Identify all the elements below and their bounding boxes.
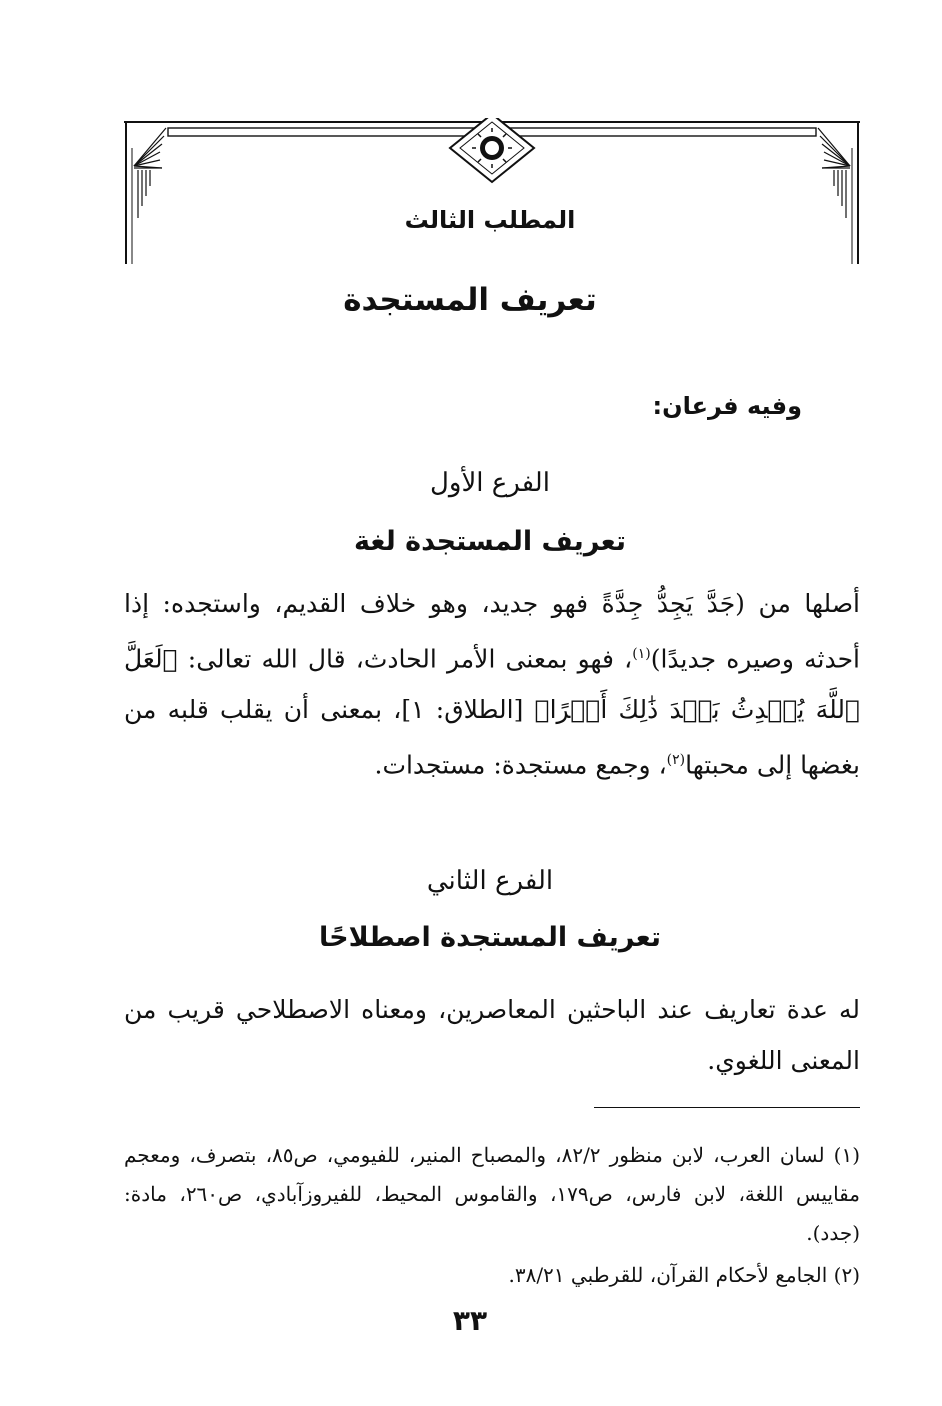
footnote-1: (١) لسان العرب، لابن منظور ٨٢/٢، والمصباح المنير، للفيومي، ص٨٥، بتصرف، ومعجم مقاييس اللغة، لابن فارس، ص١٧٩، والقاموس المحيط، للفيروزآبادي، ص٢٦٠، مادة: (جدد). xyxy=(124,1143,861,1245)
main-title: تعريف المستجدة xyxy=(343,282,597,318)
branch2-paragraph: له عدة تعاريف عند الباحثين المعاصرين، ومعناه الاصطلاحي قريب من المعنى اللغوي. xyxy=(124,995,860,1075)
footnote-ref-1: (١) xyxy=(632,646,651,662)
footnote-divider xyxy=(594,1107,860,1108)
page-number: ٣٣ xyxy=(452,1304,488,1337)
branch1-label: الفرع الأول xyxy=(430,468,550,498)
branch1-text-part2: ، فهو بمعنى الأمر الحادث، قال الله تعالى: ﴿لَعَلَّ ٱللَّهَ يُحۡدِثُ بَعۡدَ ذَٰلِكَ أَمۡرًا﴾ [الطلاق: ١]، بمعنى أن يقلب قلبه من بغضها إلى محبتها xyxy=(124,644,860,780)
branch2-label: الفرع الثاني xyxy=(426,866,554,896)
intro-text: وفيه فرعان: xyxy=(652,392,802,420)
branch1-title: تعريف المستجدة لغة xyxy=(353,526,626,557)
branch1-text-part3: ، وجمع مستجدة: مستجدات. xyxy=(374,750,667,780)
branch1-paragraph xyxy=(124,578,860,791)
footnote-2: (٢) الجامع لأحكام القرآن، للقرطبي ٣٨/٢١. xyxy=(508,1263,860,1287)
branch1-text-part1: أصلها من (جَدَّ يَجِدُّ جِدَّةً فهو جديد، وهو خلاف القديم، واستجده: إذا أحدثه وصيره جديدًا) xyxy=(124,589,861,674)
footnote-ref-2: (٢) xyxy=(666,752,686,769)
section-label: المطلب الثالث xyxy=(404,206,576,234)
branch2-title: تعريف المستجدة اصطلاحًا xyxy=(319,922,661,953)
ornamental-header-frame xyxy=(124,118,860,266)
